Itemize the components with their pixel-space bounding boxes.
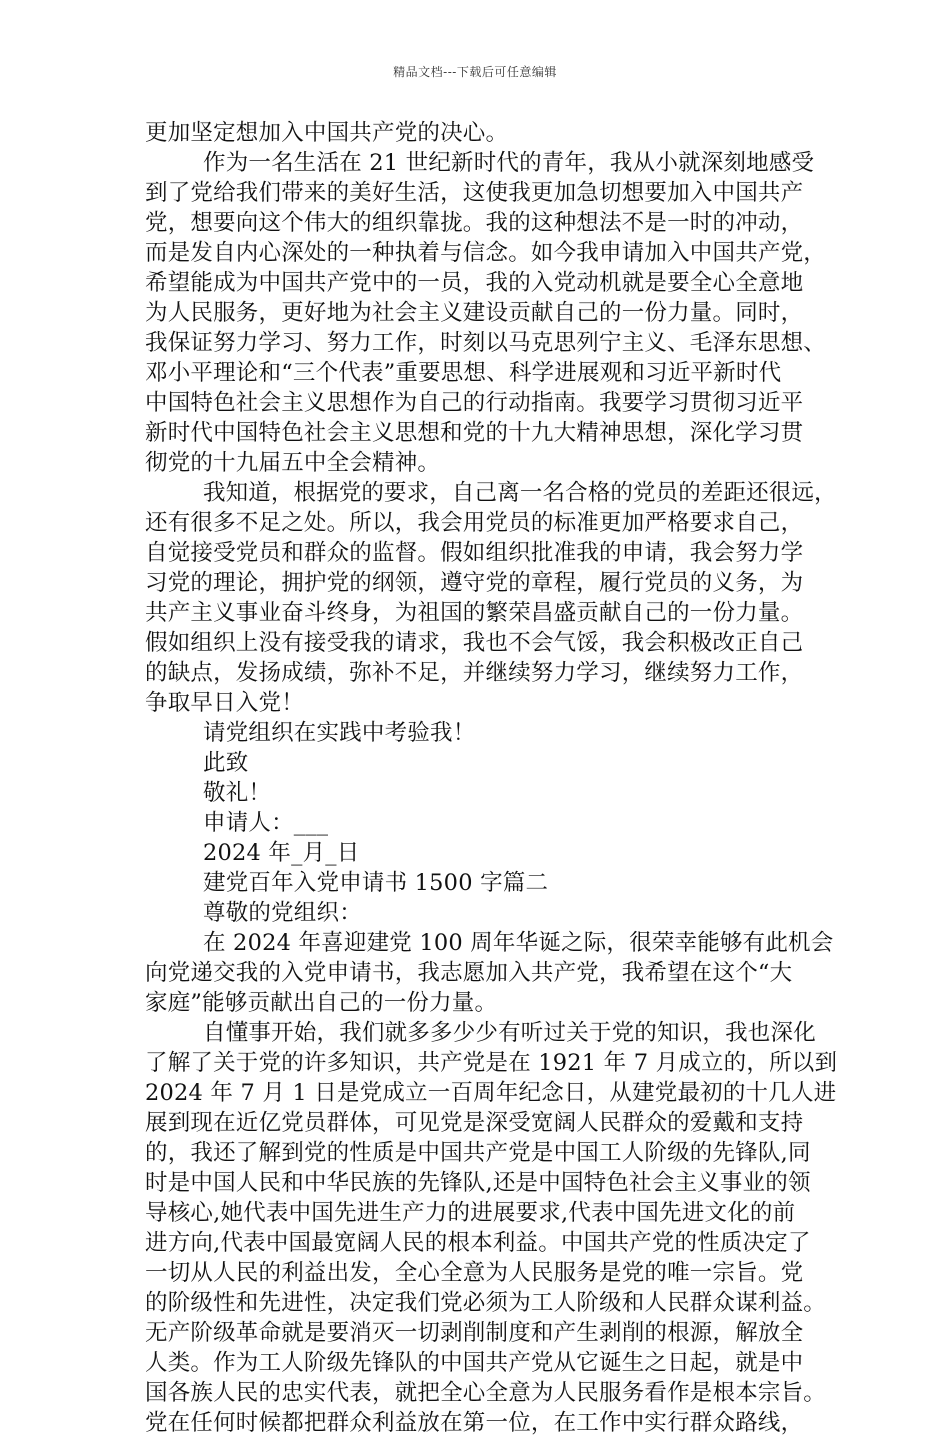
text-line: 建党百年入党申请书 1500 字篇二 [203, 870, 549, 896]
text-line: 敬礼！ [203, 780, 272, 806]
text-line: 了解了关于党的许多知识，共产党是在 1921 年 7 月成立的，所以到 [145, 1050, 838, 1076]
text-line: 希望能成为中国共产党中的一员，我的入党动机就是要全心全意地 [145, 270, 804, 296]
text-line: 时是中国人民和中华民族的先锋队,还是中国特色社会主义事业的领 [145, 1170, 811, 1196]
text-line: 自觉接受党员和群众的监督。假如组织批准我的申请，我会努力学 [145, 540, 804, 566]
text-line: 的缺点，发扬成绩，弥补不足，并继续努力学习，继续努力工作， [145, 660, 804, 686]
text-line: 进方向,代表中国最宽阔人民的根本利益。中国共产党的性质决定了 [145, 1230, 811, 1256]
text-line: 人类。作为工人阶级先锋队的中国共产党从它诞生之日起，就是中 [145, 1350, 804, 1376]
text-line: 共产主义事业奋斗终身，为祖国的繁荣昌盛贡献自己的一份力量。 [145, 600, 804, 626]
text-line: 向党递交我的入党申请书，我志愿加入共产党，我希望在这个“大 [145, 960, 793, 986]
text-line: 还有很多不足之处。所以，我会用党员的标准更加严格要求自己， [145, 510, 804, 536]
text-line: 我知道，根据党的要求，自己离一名合格的党员的差距还很远， [203, 480, 837, 506]
text-line: 此致 [203, 750, 249, 776]
text-line: 一切从人民的利益出发，全心全意为人民服务是党的唯一宗旨。党 [145, 1260, 804, 1286]
text-line: 国各族人民的忠实代表，就把全心全意为人民服务看作是根本宗旨。 [145, 1380, 827, 1406]
text-line: 申请人：___ [203, 810, 329, 836]
text-line: 作为一名生活在 21 世纪新时代的青年，我从小就深刻地感受 [203, 150, 815, 176]
text-line: 的阶级性和先进性，决定我们党必须为工人阶级和人民群众谋利益。 [145, 1290, 827, 1316]
text-line: 更加坚定想加入中国共产党的决心。 [145, 120, 509, 146]
text-line: 为人民服务，更好地为社会主义建设贡献自己的一份力量。同时， [145, 300, 804, 326]
text-line: 到了党给我们带来的美好生活，这使我更加急切想要加入中国共产 [145, 180, 804, 206]
text-line: 党在任何时候都把群众利益放在第一位，在工作中实行群众路线， [145, 1410, 804, 1436]
text-line: 无产阶级革命就是要消灭一切剥削制度和产生剥削的根源，解放全 [145, 1320, 804, 1346]
text-line: 的，我还了解到党的性质是中国共产党是中国工人阶级的先锋队,同 [145, 1140, 811, 1166]
text-line: 而是发自内心深处的一种执着与信念。如今我申请加入中国共产党， [145, 240, 827, 266]
text-line: 邓小平理论和“三个代表”重要思想、科学进展观和习近平新时代 [145, 360, 782, 386]
text-line: 2024 年 7 月 1 日是党成立一百周年纪念日，从建党最初的十几人进 [145, 1080, 837, 1106]
text-line: 在 2024 年喜迎建党 100 周年华诞之际，很荣幸能够有此机会 [203, 930, 834, 956]
text-line: 习党的理论，拥护党的纲领，遵守党的章程，履行党员的义务，为 [145, 570, 804, 596]
document-body [145, 118, 838, 1438]
text-line: 请党组织在实践中考验我！ [203, 720, 476, 746]
text-line: 彻党的十九届五中全会精神。 [145, 450, 441, 476]
text-line: 假如组织上没有接受我的请求，我也不会气馁，我会积极改正自己 [145, 630, 804, 656]
text-line: 中国特色社会主义思想作为自己的行动指南。我要学习贯彻习近平 [145, 390, 804, 416]
text-line: 争取早日入党！ [145, 690, 304, 716]
text-line: 导核心,她代表中国先进生产力的进展要求,代表中国先进文化的前 [145, 1200, 796, 1226]
text-line: 展到现在近亿党员群体，可见党是深受宽阔人民群众的爱戴和支持 [145, 1110, 804, 1136]
text-line: 家庭”能够贡献出自己的一份力量。 [145, 990, 498, 1016]
text-line: 新时代中国特色社会主义思想和党的十九大精神思想，深化学习贯 [145, 420, 804, 446]
text-line: 尊敬的党组织： [203, 900, 362, 926]
text-line: 党，想要向这个伟大的组织靠拢。我的这种想法不是一时的冲动， [145, 210, 804, 236]
text-line: 2024 年_月_日 [203, 840, 360, 866]
text-line: 自懂事开始，我们就多多少少有听过关于党的知识，我也深化 [203, 1020, 816, 1046]
page-header: 精品文档---下载后可任意编辑 [393, 65, 557, 79]
text-line: 我保证努力学习、努力工作，时刻以马克思列宁主义、毛泽东思想、 [145, 330, 827, 356]
